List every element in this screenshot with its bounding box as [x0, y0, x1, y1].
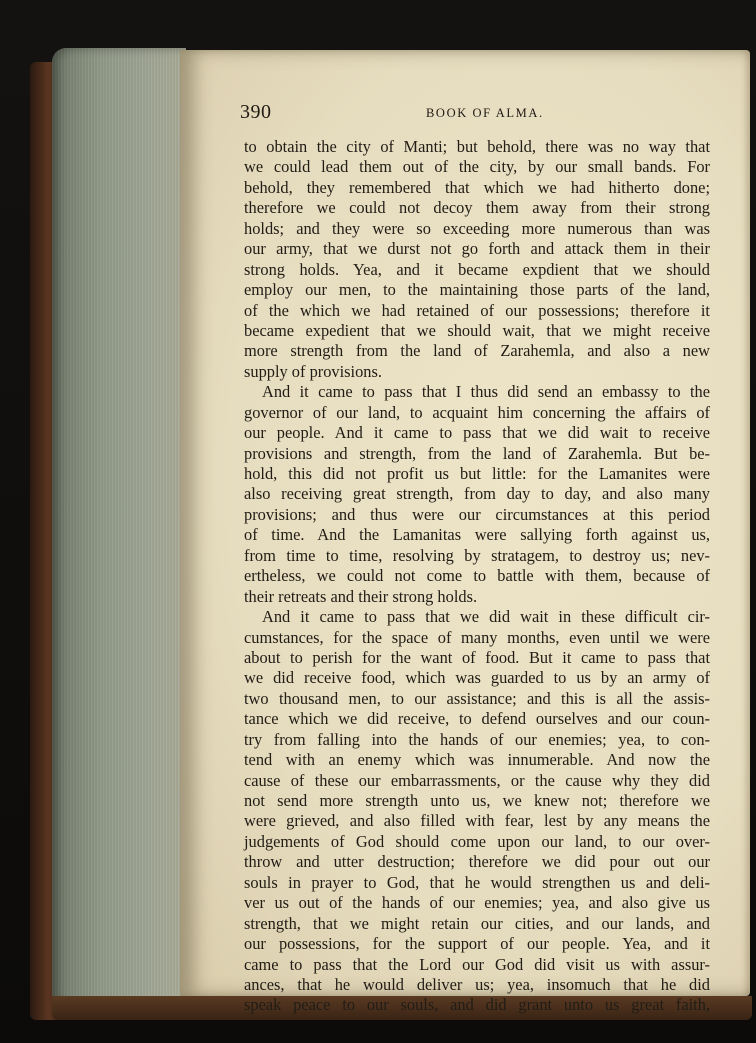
text-line: governor of our land, to acquaint him concerning the affairs of	[244, 402, 710, 422]
text-line: provisions; and thus were our circumstances at this period	[244, 504, 710, 524]
text-line: also receiving great strength, from day to day, and also many	[244, 484, 710, 504]
text-line: more strength from the land of Zarahemla, and also a new	[244, 341, 710, 361]
text-line: strength, that we might retain our cities, and our lands, and	[244, 913, 710, 933]
text-line: hold, this did not profit us but little: for the Lamanites were	[244, 464, 710, 483]
text-line: of time. And the Lamanitas were sallying forth against us,	[244, 525, 710, 545]
text-line: two thousand men, to our assistance; and this is all the assis-	[244, 688, 710, 708]
text-line: behold, they remembered that which we had hitherto done;	[244, 177, 710, 197]
page-edges-stack	[52, 48, 186, 1008]
text-line: tend with an enemy which was innumerable. And now the	[244, 750, 710, 770]
text-line: about to perish for the want of food. But it came to pass that	[244, 647, 710, 667]
text-line: ances, that he would deliver us; yea, insomuch that he did	[244, 974, 710, 994]
text-line: we did receive food, which was guarded to us by an army of	[244, 668, 710, 688]
text-line: employ our men, to the maintaining those parts of the land,	[244, 280, 710, 300]
text-line: from time to time, resolving by stratagem, to destroy us; nev-	[244, 545, 710, 565]
text-line: holds; and they were so exceeding more numerous than was	[244, 218, 710, 238]
body-text	[244, 137, 710, 1016]
text-line: we could lead them out of the city, by our small bands. For	[244, 157, 710, 177]
text-line: their retreats and their strong holds.	[244, 586, 478, 606]
text-line: judgements of God should come upon our land, to our over-	[244, 831, 710, 851]
text-line: became expedient that we should wait, that we might receive	[244, 320, 710, 340]
text-line: And it came to pass that I thus did send an embassy to the	[262, 382, 710, 402]
text-line: try from falling into the hands of our enemies; yea, to con-	[244, 729, 710, 749]
text-line: ertheless, we could not come to battle with them, because of	[244, 566, 710, 586]
text-line: came to pass that the Lord our God did visit us with assur-	[244, 954, 710, 974]
text-line: our army, that we durst not go forth and attack them in their	[244, 239, 710, 259]
text-line: throw and utter destruction; therefore we did pour out our	[244, 852, 710, 872]
text-line: our possessions, for the support of our people. Yea, and it	[244, 934, 710, 954]
text-line: souls in prayer to God, that he would strengthen us and deli-	[244, 872, 710, 892]
text-line: And it came to pass that we did wait in these difficult cir-	[262, 607, 710, 627]
page-number: 390	[240, 101, 272, 123]
text-line: cumstances, for the space of many months, even until we were	[244, 627, 710, 647]
text-line: to obtain the city of Manti; but behold, there was no way that	[244, 137, 710, 156]
text-line: cause of these our embarrassments, or the cause why they did	[244, 770, 710, 790]
text-line: speak peace to our souls, and did grant unto us great faith,	[244, 995, 710, 1015]
text-line: of the which we had retained of our possessions; therefore it	[244, 300, 710, 320]
text-line: provisions and strength, from the land of Zarahemla. But be-	[244, 443, 710, 463]
text-line: strong holds. Yea, and it became expdient that we should	[244, 259, 710, 279]
text-line: therefore we could not decoy them away from their strong	[244, 198, 710, 218]
text-line: supply of provisions.	[244, 361, 382, 381]
text-line: were grieved, and also filled with fear, lest by any means the	[244, 811, 710, 831]
text-line: ver us out of the hands of our enemies; yea, and also give us	[244, 893, 710, 913]
text-line: tance which we did receive, to defend ourselves and our coun-	[244, 709, 710, 729]
text-line: not send more strength unto us, we knew not; therefore we	[244, 791, 710, 810]
text-line: our people. And it came to pass that we did wait to receive	[244, 423, 710, 443]
running-title: BOOK OF ALMA.	[426, 106, 544, 120]
page-header	[240, 100, 710, 124]
